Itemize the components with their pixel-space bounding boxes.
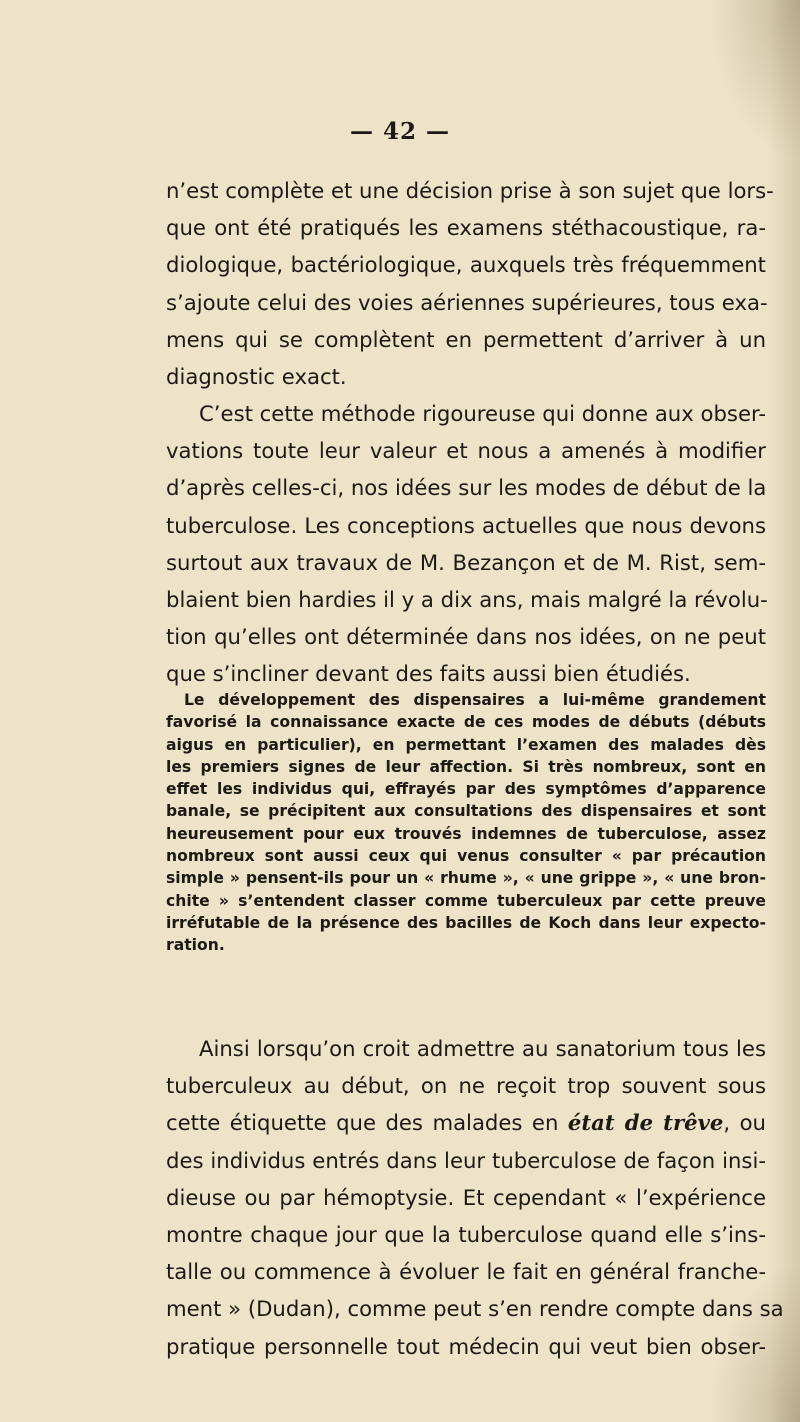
note-line: favorisé la connaissance exacte de ces modes de débuts (débuts (166, 713, 766, 732)
text-line: n’est complète et une décision prise à son sujet que lors- (166, 178, 774, 203)
text-line: tuberculose. Les conceptions actuelles que nous devons (166, 512, 766, 538)
text-line: surtout aux travaux de M. Bezançon et de M. Rist, sem- (166, 549, 766, 575)
note-line: les premiers signes de leur affection. Si très nombreux, sont en (166, 757, 766, 776)
note-line: irréfutable de la présence des bacilles de Koch dans leur expecto- (166, 913, 766, 932)
text-line: dieuse ou par hémoptysie. Et cependant « l’expérience (166, 1184, 766, 1210)
text-line: s’ajoute celui des voies aériennes supérieures, tous exa- (166, 289, 768, 315)
text-line: pratique personnelle tout médecin qui veut bien obser- (166, 1333, 766, 1359)
text-line: vations toute leur valeur et nous a amenés à modifier (166, 438, 766, 464)
text-line: diagnostic exact. (166, 364, 347, 390)
note-line: heureusement pour eux trouvés indemnes de tuberculose, assez (166, 824, 766, 843)
small-print-note (166, 689, 766, 957)
text-line: Ainsi lorsqu’on croit admettre au sanatorium tous les (199, 1036, 766, 1061)
note-line: nombreux sont aussi ceux qui venus consulter « par précaution (166, 847, 766, 866)
text-line: que s’incliner devant des faits aussi bien étudiés. (166, 661, 691, 687)
text-line: talle ou commence à évoluer le fait en général franche- (166, 1259, 766, 1285)
text-line (166, 1104, 766, 1141)
note-line: chite » s’entendent classer comme tuberculeux par cette preuve (166, 891, 766, 910)
text-line: tuberculeux au début, on ne reçoit trop souvent sous (166, 1073, 766, 1099)
text-segment: cette étiquette que des malades en (166, 1110, 568, 1136)
note-line: Le développement des dispensaires a lui-même grandement (184, 691, 766, 709)
paragraph-2 (166, 395, 766, 693)
text-line: montre chaque jour que la tuberculose quand elle s’ins- (166, 1222, 766, 1248)
text-line: que ont été pratiqués les examens stéthacoustique, ra- (166, 215, 766, 241)
text-line: diologique, bactériologique, auxquels très fréquemment (166, 252, 766, 278)
italic-phrase: état de trêve (567, 1110, 724, 1136)
note-line: aigus en particulier), en permettant l’examen des malades dès (166, 735, 766, 754)
note-line: ration. (166, 936, 225, 955)
text-line: des individus entrés dans leur tuberculose de façon insi- (166, 1147, 766, 1173)
text-line: tion qu’elles ont déterminée dans nos idées, on ne peut (166, 624, 766, 650)
text-line: mens qui se complètent en permettent d’arriver à un (166, 326, 766, 352)
text-segment: , ou (723, 1110, 766, 1136)
text-line: blaient bien hardies il y a dix ans, mais malgré la révolu- (166, 587, 768, 613)
note-line: banale, se précipitent aux consultations des dispensaires et sont (166, 802, 766, 821)
text-line: d’après celles-ci, nos idées sur les modes de début de la (166, 475, 767, 501)
text-line: C’est cette méthode rigoureuse qui donne aux obser- (199, 401, 766, 426)
note-line: simple » pensent-ils pour un « rhume », « une grippe », « une bron- (166, 869, 766, 888)
paragraph-3 (166, 1030, 784, 1365)
note-line: effet les individus qui, effrayés par des symptômes d’apparence (166, 780, 766, 799)
page-number: — 42 — (349, 118, 451, 145)
paragraph-1 (166, 172, 774, 395)
text-line: ment » (Dudan), comme peut s’en rendre compte dans sa (166, 1296, 784, 1322)
